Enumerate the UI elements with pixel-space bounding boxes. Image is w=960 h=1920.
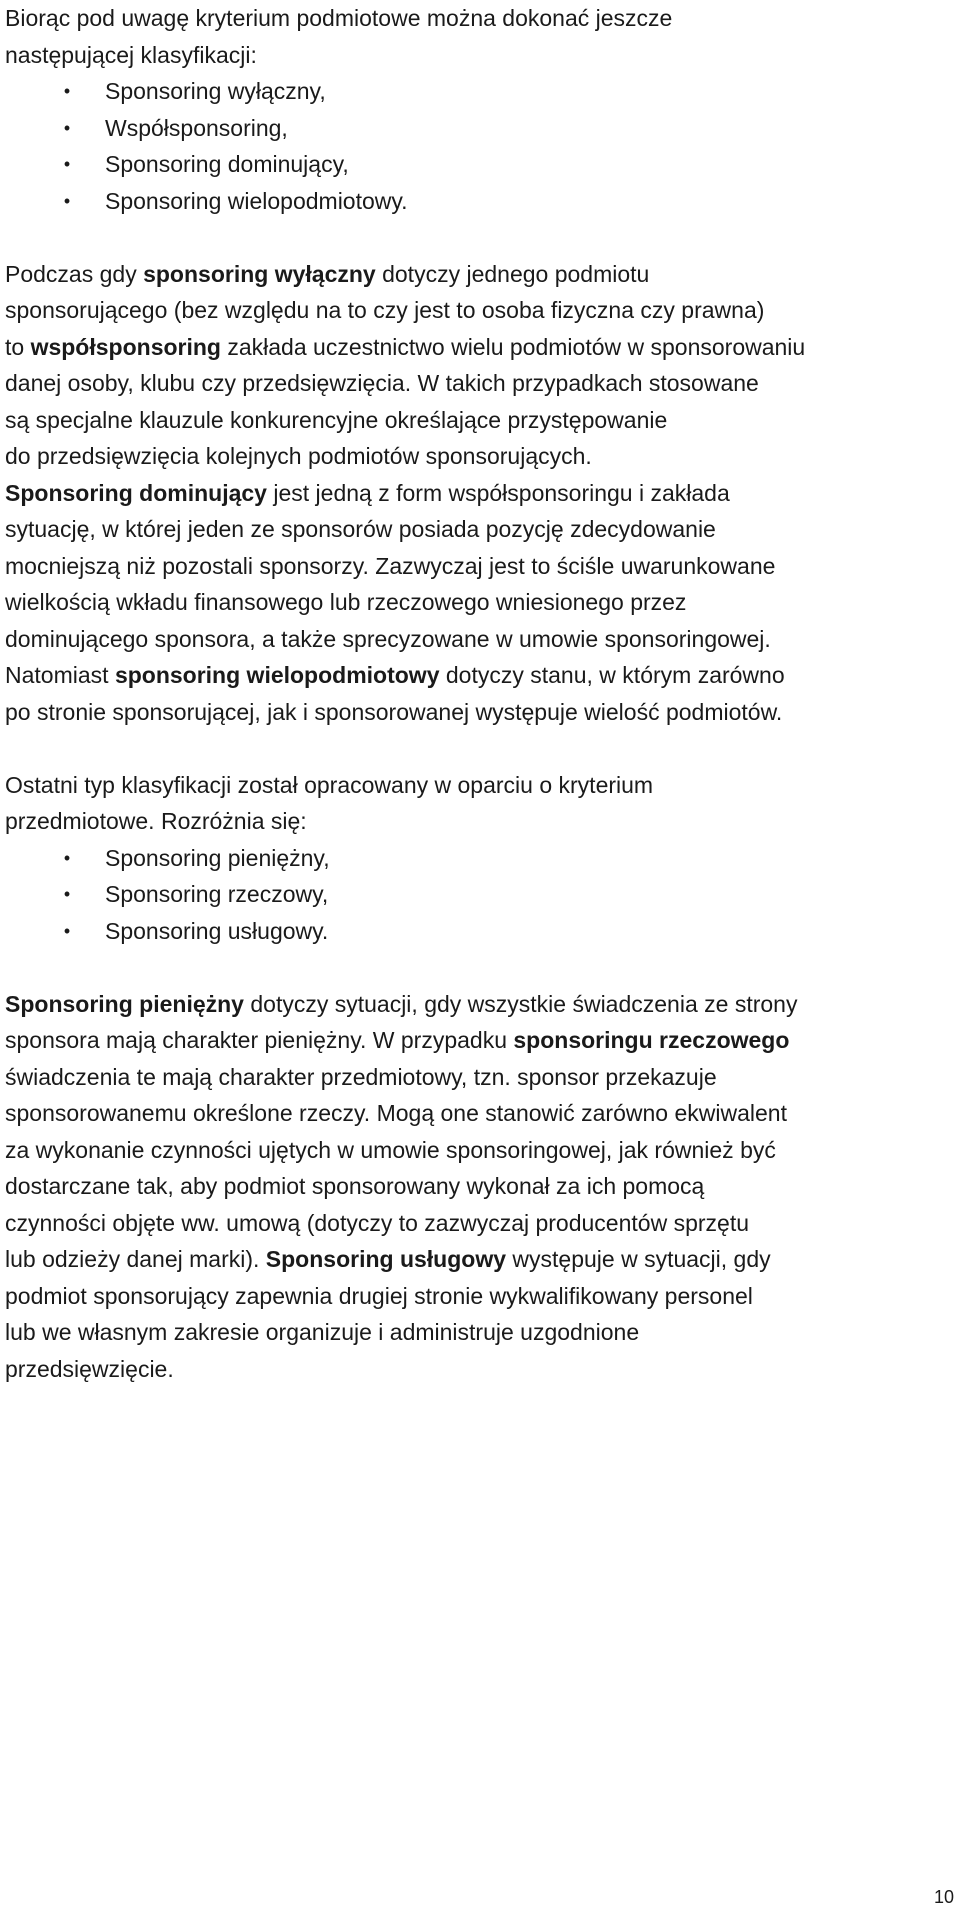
text-line: podmiot sponsorujący zapewnia drugiej stronie wykwalifikowany personel bbox=[5, 1282, 753, 1309]
text-line: przedmiotowe. Rozróżnia się: bbox=[5, 808, 307, 834]
paragraph-spacer bbox=[5, 219, 955, 256]
bold-term: Sponsoring dominujący bbox=[5, 479, 267, 506]
text-line bbox=[5, 657, 955, 694]
list-item bbox=[5, 876, 955, 913]
bullet-icon: • bbox=[63, 847, 71, 868]
text-run: to bbox=[5, 333, 31, 360]
text-run: dotyczy sytuacji, gdy wszystkie świadczenia ze strony bbox=[243, 990, 798, 1017]
bold-term: sponsoring wielopodmiotowy bbox=[114, 662, 440, 688]
list-item bbox=[5, 913, 955, 950]
text-line: Biorąc pod uwagę kryterium podmiotowe można dokonać jeszcze bbox=[5, 5, 673, 31]
bullet-icon: • bbox=[63, 117, 71, 138]
list-item bbox=[5, 183, 955, 220]
text-run: lub odzieży danej marki). bbox=[5, 1246, 266, 1272]
paragraph-spacer bbox=[5, 730, 955, 767]
text-line bbox=[5, 256, 955, 293]
text-line bbox=[5, 986, 955, 1023]
text-line: za wykonanie czynności ujętych w umowie sponsoringowej, jak również być bbox=[5, 1136, 776, 1163]
text-line bbox=[5, 329, 955, 366]
bullet-icon: • bbox=[63, 190, 71, 211]
intro-paragraph bbox=[5, 0, 955, 73]
list-item bbox=[5, 146, 955, 183]
list-item-text: Współsponsoring, bbox=[105, 114, 288, 141]
text-run: występuje w sytuacji, gdy bbox=[506, 1246, 771, 1272]
text-line: wielkością wkładu finansowego lub rzeczowego wniesionego przez bbox=[5, 589, 687, 615]
text-line bbox=[5, 475, 955, 512]
text-line bbox=[5, 1022, 955, 1059]
text-line: Ostatni typ klasyfikacji został opracowany w oparciu o kryterium bbox=[5, 771, 654, 798]
text-line: do przedsięwzięcia kolejnych podmiotów sponsorujących. bbox=[5, 443, 592, 469]
text-line: sytuację, w której jeden ze sponsorów posiada pozycję zdecydowanie bbox=[5, 516, 716, 542]
page-number: 10 bbox=[933, 1887, 954, 1907]
paragraph-spacer bbox=[5, 949, 955, 986]
list-item-text: Sponsoring usługowy. bbox=[105, 917, 329, 944]
object-sponsoring-paragraph bbox=[5, 986, 955, 1388]
list-item bbox=[5, 110, 955, 147]
bold-term: sponsoringu rzeczowego bbox=[513, 1027, 790, 1053]
text-run: sponsora mają charakter pieniężny. W przypadku bbox=[5, 1027, 514, 1053]
object-criterion-paragraph bbox=[5, 767, 955, 840]
text-line bbox=[5, 1241, 955, 1278]
list-item-text: Sponsoring rzeczowy, bbox=[105, 881, 329, 907]
bold-term: Sponsoring pieniężny bbox=[5, 990, 244, 1017]
text-line: dominującego sponsora, a także sprecyzowane w umowie sponsoringowej. bbox=[5, 625, 771, 652]
text-line: mocniejszą niż pozostali sponsorzy. Zazwyczaj jest to ściśle uwarunkowane bbox=[5, 552, 776, 579]
text-line: danej osoby, klubu czy przedsięwzięcia. W takich przypadkach stosowane bbox=[5, 370, 759, 396]
list-item bbox=[5, 73, 955, 110]
list-item bbox=[5, 840, 955, 877]
bullet-icon: • bbox=[63, 884, 71, 904]
subject-classification-list bbox=[5, 73, 955, 219]
text-line: czynności objęte ww. umową (dotyczy to zazwyczaj producentów sprzętu bbox=[5, 1209, 749, 1236]
subject-sponsoring-paragraph bbox=[5, 256, 955, 731]
bullet-icon: • bbox=[63, 920, 71, 941]
text-run: zakłada uczestnictwo wielu podmiotów w sponsorowaniu bbox=[220, 333, 806, 360]
bullet-icon: • bbox=[63, 154, 71, 174]
object-classification-list bbox=[5, 840, 955, 950]
text-run: Podczas gdy bbox=[5, 260, 144, 287]
text-run: Natomiast bbox=[5, 662, 115, 688]
text-line: sponsorowanemu określone rzeczy. Mogą one stanowić zarówno ekwiwalent bbox=[5, 1100, 787, 1126]
text-line: sponsorującego (bez względu na to czy jest to osoba fizyczna czy prawna) bbox=[5, 297, 765, 323]
document-page bbox=[5, 0, 955, 1387]
list-item-text: Sponsoring pieniężny, bbox=[105, 844, 330, 871]
bold-term: Sponsoring usługowy bbox=[265, 1246, 507, 1272]
text-line: dostarczane tak, aby podmiot sponsorowany wykonał za ich pomocą bbox=[5, 1173, 705, 1199]
bold-term: sponsoring wyłączny bbox=[143, 260, 376, 287]
list-item-text: Sponsoring wielopodmiotowy. bbox=[105, 187, 408, 214]
list-item-text: Sponsoring dominujący, bbox=[105, 151, 349, 177]
text-line: są specjalne klauzule konkurencyjne określające przystępowanie bbox=[5, 406, 668, 433]
text-line: po stronie sponsorującej, jak i sponsorowanej występuje wielość podmiotów. bbox=[5, 698, 783, 725]
text-line: następującej klasyfikacji: bbox=[5, 41, 257, 68]
text-run: dotyczy stanu, w którym zarówno bbox=[439, 662, 785, 688]
text-run: jest jedną z form współsponsoringu i zakłada bbox=[266, 479, 730, 506]
text-line: świadczenia te mają charakter przedmiotowy, tzn. sponsor przekazuje bbox=[5, 1063, 717, 1090]
text-line: przedsięwzięcie. bbox=[5, 1355, 174, 1382]
list-item-text: Sponsoring wyłączny, bbox=[105, 78, 326, 104]
text-run: dotyczy jednego podmiotu bbox=[375, 260, 650, 287]
text-line: lub we własnym zakresie organizuje i administruje uzgodnione bbox=[5, 1319, 640, 1345]
bold-term: współsponsoring bbox=[30, 333, 221, 360]
bullet-icon: • bbox=[63, 81, 71, 101]
